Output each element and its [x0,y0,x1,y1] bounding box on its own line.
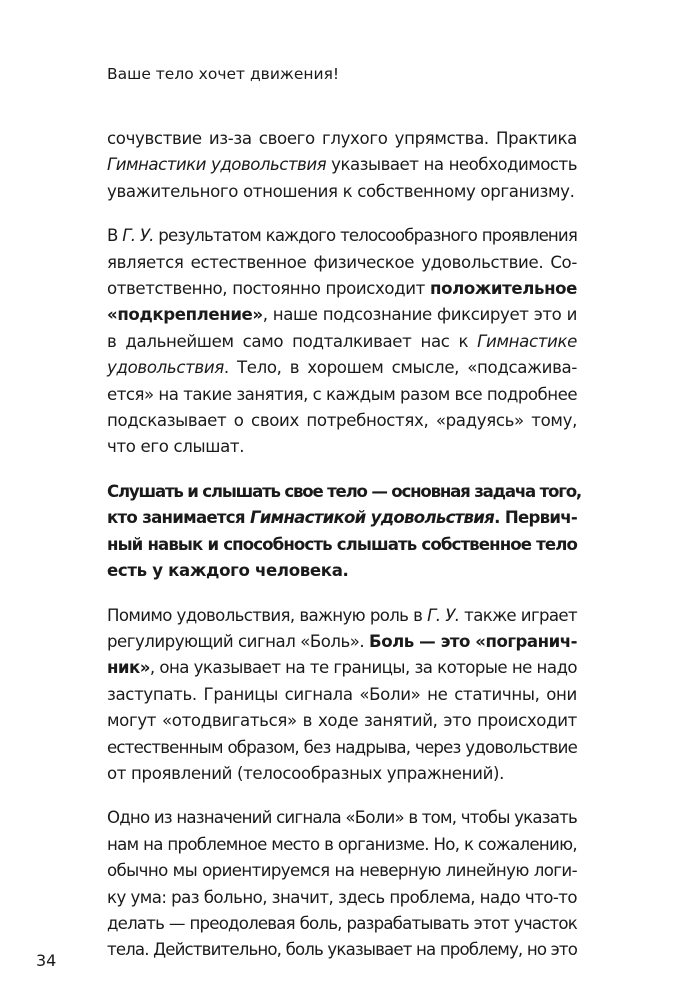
p5-line-2: нам на проблемное место в организме. Но, к сожалению, [107,834,577,854]
p2-line-3: ответственно, постоянно происходит положительное [107,279,577,299]
paragraph-2 [107,223,577,461]
paragraph-3-bold [107,479,581,585]
p4-line-5: могут «отодвигаться» в ходе занятий, это происходит [107,711,577,731]
p3-line-4: есть у каждого человека. [107,561,349,581]
p2-line-5: в дальнейшем само подталкивает нас к Гимнастике [107,331,577,351]
bold-italic-term: Гимнастикой удовольствия [249,508,495,528]
p4-line-6: естественным образом, без надрыва, через удовольствие [107,737,577,757]
p2-line-8: подсказывает о своих потребностях, «радуясь» тому, [107,411,577,431]
p1-line-3: уважительного отношения к собственному организму. [107,181,575,201]
running-head: Ваше тело хочет движения! [107,65,340,83]
p4-line-3: ник», она указывает на те границы, за которые не надо [107,658,577,678]
paragraph-5 [107,805,577,963]
p5-line-5: делать — преодолевая боль, разрабатывать этот участок [107,913,577,933]
p2-line-6: удовольствия. Тело, в хорошем смысле, «подсажива- [107,358,577,378]
page-number: 34 [36,951,57,970]
italic-term: Гимнастике [477,331,577,351]
bold-term: ник» [107,658,150,678]
p4-line-7: от проявлений (телосообразных упражнений). [107,763,505,783]
p4-line-2: регулирующий сигнал «Боль». Боль — это «погранич- [107,631,577,651]
p5-line-1: Одно из назначений сигнала «Боли» в том, чтобы указать [107,808,577,828]
body-text [107,126,581,982]
p2-line-9: что его слышат. [107,437,245,457]
p3-line-2: кто занимается Гимнастикой удовольствия. Первич- [107,508,578,528]
paragraph-1 [107,126,577,205]
p1-line-1: сочувствие из-за своего глухого упрямства. Практика [107,129,577,148]
italic-term: удовольствия [107,358,224,378]
p4-line-4: заступать. Границы сигнала «Боли» не статичны, они [107,684,577,704]
p2-line-2: является естественное физическое удовольствие. Со- [107,252,577,272]
paragraph-4 [107,603,577,788]
bold-term: Боль — это «погранич- [369,631,577,651]
p2-line-4: «подкрепление», наше подсознание фиксирует это и [107,305,577,325]
p3-line-1: Слушать и слышать свое тело — основная задача того, [107,481,581,501]
italic-term: Г. У. [427,605,460,625]
p5-line-4: ку ума: раз больно, значит, здесь проблема, надо что-то [107,887,577,907]
italic-term: Гимнастики удовольствия [107,155,327,175]
p2-line-1: В Г. У. результатом каждого телосообразного проявления [107,226,578,246]
bold-term: «подкрепление» [107,305,263,325]
p5-line-3: обычно мы ориентируемся на неверную линейную логи- [107,861,577,881]
p4-line-1: Помимо удовольствия, важную роль в Г. У. также играет [107,605,577,625]
p1-line-2: Гимнастики удовольствия указывает на необходимость [107,155,577,175]
italic-term: Г. У. [122,226,154,246]
p5-line-6: тела. Действительно, боль указывает на проблему, но это [107,940,577,960]
p2-line-7: ется» на такие занятия, с каждым разом все подробнее [107,384,578,404]
p3-line-3: ный навык и способность слышать собственное тело [107,534,577,554]
bold-term: положительное [430,279,577,299]
